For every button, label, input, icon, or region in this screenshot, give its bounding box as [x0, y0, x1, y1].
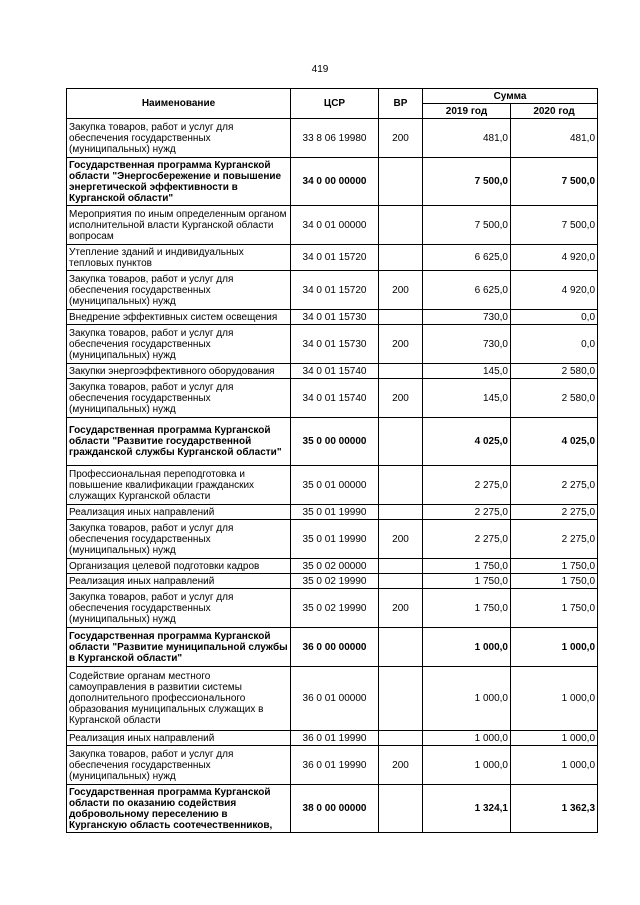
- cell-vr: [379, 364, 423, 379]
- cell-2019: 1 000,0: [423, 628, 511, 667]
- cell-csr: 35 0 02 00000: [291, 559, 379, 574]
- cell-2019: 730,0: [423, 325, 511, 364]
- cell-2019: 2 275,0: [423, 466, 511, 505]
- cell-2020: 1 000,0: [511, 667, 598, 731]
- cell-vr: [379, 466, 423, 505]
- cell-csr: 35 0 01 19990: [291, 520, 379, 559]
- table-row: [67, 574, 598, 589]
- cell-name: Государственная программа Курганской области по оказанию содействия добровольному переселению в Курганскую область соотечественников,: [67, 785, 291, 833]
- cell-csr: 34 0 01 15740: [291, 379, 379, 418]
- cell-name: Закупка товаров, работ и услуг для обеспечения государственных (муниципальных) нужд: [67, 271, 291, 310]
- cell-2020: 2 275,0: [511, 505, 598, 520]
- cell-2019: 1 750,0: [423, 589, 511, 628]
- table-row: [67, 418, 598, 466]
- table-row: [67, 628, 598, 667]
- cell-vr: [379, 310, 423, 325]
- cell-csr: 34 0 01 15740: [291, 364, 379, 379]
- table-row: [67, 379, 598, 418]
- header-2019: 2019 год: [423, 104, 511, 119]
- cell-2019: 1 000,0: [423, 731, 511, 746]
- table-row: [67, 731, 598, 746]
- cell-2020: 1 750,0: [511, 559, 598, 574]
- cell-2019: 1 750,0: [423, 574, 511, 589]
- cell-vr: [379, 158, 423, 206]
- header-name: Наименование: [67, 89, 291, 119]
- header-2020: 2020 год: [511, 104, 598, 119]
- cell-2019: 481,0: [423, 119, 511, 158]
- cell-vr: 200: [379, 119, 423, 158]
- table-row: [67, 520, 598, 559]
- cell-name: Государственная программа Курганской области "Развитие государственной гражданской службы Курганской области": [67, 418, 291, 466]
- cell-name: Внедрение эффективных систем освещения: [67, 310, 291, 325]
- cell-2019: 2 275,0: [423, 520, 511, 559]
- cell-2020: 4 920,0: [511, 271, 598, 310]
- page-number: 419: [311, 64, 329, 75]
- table-row: [67, 325, 598, 364]
- cell-2019: 730,0: [423, 310, 511, 325]
- cell-vr: [379, 206, 423, 245]
- cell-name: Содействие органам местного самоуправления в развитии системы дополнительного профессионального образования муниципальных служащих в Курганской области: [67, 667, 291, 731]
- cell-name: Профессиональная переподготовка и повышение квалификации гражданских служащих Курганской области: [67, 466, 291, 505]
- cell-vr: [379, 628, 423, 667]
- table-row: [67, 589, 598, 628]
- table-row: [67, 271, 598, 310]
- cell-name: Закупка товаров, работ и услуг для обеспечения государственных (муниципальных) нужд: [67, 589, 291, 628]
- cell-csr: 34 0 00 00000: [291, 158, 379, 206]
- header-vr: ВР: [379, 89, 423, 119]
- cell-2019: 7 500,0: [423, 206, 511, 245]
- cell-csr: 35 0 02 19990: [291, 574, 379, 589]
- cell-vr: [379, 245, 423, 271]
- cell-2020: 481,0: [511, 119, 598, 158]
- table-row: [67, 310, 598, 325]
- cell-name: Закупка товаров, работ и услуг для обеспечения государственных (муниципальных) нужд: [67, 379, 291, 418]
- table-row: [67, 158, 598, 206]
- budget-table: [66, 88, 598, 833]
- table-body: [67, 119, 598, 833]
- cell-2019: 6 625,0: [423, 271, 511, 310]
- cell-2019: 7 500,0: [423, 158, 511, 206]
- cell-csr: 35 0 01 00000: [291, 466, 379, 505]
- cell-name: Государственная программа Курганской области "Энергосбережение и повышение энергетической эффективности в Курганской области": [67, 158, 291, 206]
- cell-csr: 34 0 01 15720: [291, 245, 379, 271]
- cell-2019: 1 324,1: [423, 785, 511, 833]
- cell-csr: 35 0 02 19990: [291, 589, 379, 628]
- cell-csr: 36 0 01 00000: [291, 667, 379, 731]
- table-row: [67, 119, 598, 158]
- cell-2019: 1 750,0: [423, 559, 511, 574]
- header-row: [67, 89, 598, 104]
- cell-2019: 145,0: [423, 364, 511, 379]
- cell-name: Закупка товаров, работ и услуг для обеспечения государственных (муниципальных) нужд: [67, 119, 291, 158]
- cell-csr: 38 0 00 00000: [291, 785, 379, 833]
- cell-2019: 1 000,0: [423, 746, 511, 785]
- cell-2020: 1 750,0: [511, 574, 598, 589]
- cell-2020: 0,0: [511, 310, 598, 325]
- table-row: [67, 245, 598, 271]
- header-sum: Сумма: [423, 89, 598, 104]
- cell-2019: 6 625,0: [423, 245, 511, 271]
- cell-2020: 4 920,0: [511, 245, 598, 271]
- cell-name: Закупка товаров, работ и услуг для обеспечения государственных (муниципальных) нужд: [67, 325, 291, 364]
- cell-2020: 7 500,0: [511, 158, 598, 206]
- table-row: [67, 559, 598, 574]
- cell-name: Утепление зданий и индивидуальных тепловых пунктов: [67, 245, 291, 271]
- cell-vr: 200: [379, 589, 423, 628]
- cell-vr: [379, 559, 423, 574]
- cell-csr: 33 8 06 19980: [291, 119, 379, 158]
- cell-csr: 34 0 01 00000: [291, 206, 379, 245]
- cell-vr: [379, 667, 423, 731]
- cell-2020: 7 500,0: [511, 206, 598, 245]
- cell-2020: 1 362,3: [511, 785, 598, 833]
- cell-vr: 200: [379, 520, 423, 559]
- cell-name: Организация целевой подготовки кадров: [67, 559, 291, 574]
- cell-vr: [379, 505, 423, 520]
- cell-vr: 200: [379, 746, 423, 785]
- cell-2019: 1 000,0: [423, 667, 511, 731]
- cell-csr: 36 0 01 19990: [291, 731, 379, 746]
- cell-name: Закупка товаров, работ и услуг для обеспечения государственных (муниципальных) нужд: [67, 520, 291, 559]
- cell-name: Закупки энергоэффективного оборудования: [67, 364, 291, 379]
- cell-2020: 2 580,0: [511, 379, 598, 418]
- cell-csr: 35 0 00 00000: [291, 418, 379, 466]
- cell-2020: 1 750,0: [511, 589, 598, 628]
- cell-vr: [379, 418, 423, 466]
- cell-name: Мероприятия по иным определенным органом исполнительной власти Курганской области вопросам: [67, 206, 291, 245]
- table-row: [67, 667, 598, 731]
- cell-2019: 145,0: [423, 379, 511, 418]
- cell-csr: 34 0 01 15720: [291, 271, 379, 310]
- cell-2019: 4 025,0: [423, 418, 511, 466]
- cell-vr: 200: [379, 325, 423, 364]
- cell-2020: 1 000,0: [511, 746, 598, 785]
- cell-vr: 200: [379, 379, 423, 418]
- cell-csr: 34 0 01 15730: [291, 325, 379, 364]
- table-row: [67, 206, 598, 245]
- cell-name: Реализация иных направлений: [67, 505, 291, 520]
- cell-csr: 36 0 01 19990: [291, 746, 379, 785]
- cell-2020: 0,0: [511, 325, 598, 364]
- cell-csr: 34 0 01 15730: [291, 310, 379, 325]
- cell-2020: 1 000,0: [511, 731, 598, 746]
- cell-name: Государственная программа Курганской области "Развитие муниципальной службы в Курганской области": [67, 628, 291, 667]
- cell-2020: 4 025,0: [511, 418, 598, 466]
- cell-2020: 1 000,0: [511, 628, 598, 667]
- table-row: [67, 785, 598, 833]
- table-row: [67, 466, 598, 505]
- cell-2020: 2 275,0: [511, 466, 598, 505]
- table-row: [67, 505, 598, 520]
- table-row: [67, 364, 598, 379]
- cell-vr: [379, 731, 423, 746]
- cell-csr: 36 0 00 00000: [291, 628, 379, 667]
- header-csr: ЦСР: [291, 89, 379, 119]
- cell-vr: 200: [379, 271, 423, 310]
- table-row: [67, 746, 598, 785]
- cell-2020: 2 275,0: [511, 520, 598, 559]
- cell-name: Реализация иных направлений: [67, 574, 291, 589]
- cell-name: Реализация иных направлений: [67, 731, 291, 746]
- cell-csr: 35 0 01 19990: [291, 505, 379, 520]
- cell-vr: [379, 574, 423, 589]
- cell-vr: [379, 785, 423, 833]
- cell-2019: 2 275,0: [423, 505, 511, 520]
- cell-name: Закупка товаров, работ и услуг для обеспечения государственных (муниципальных) нужд: [67, 746, 291, 785]
- cell-2020: 2 580,0: [511, 364, 598, 379]
